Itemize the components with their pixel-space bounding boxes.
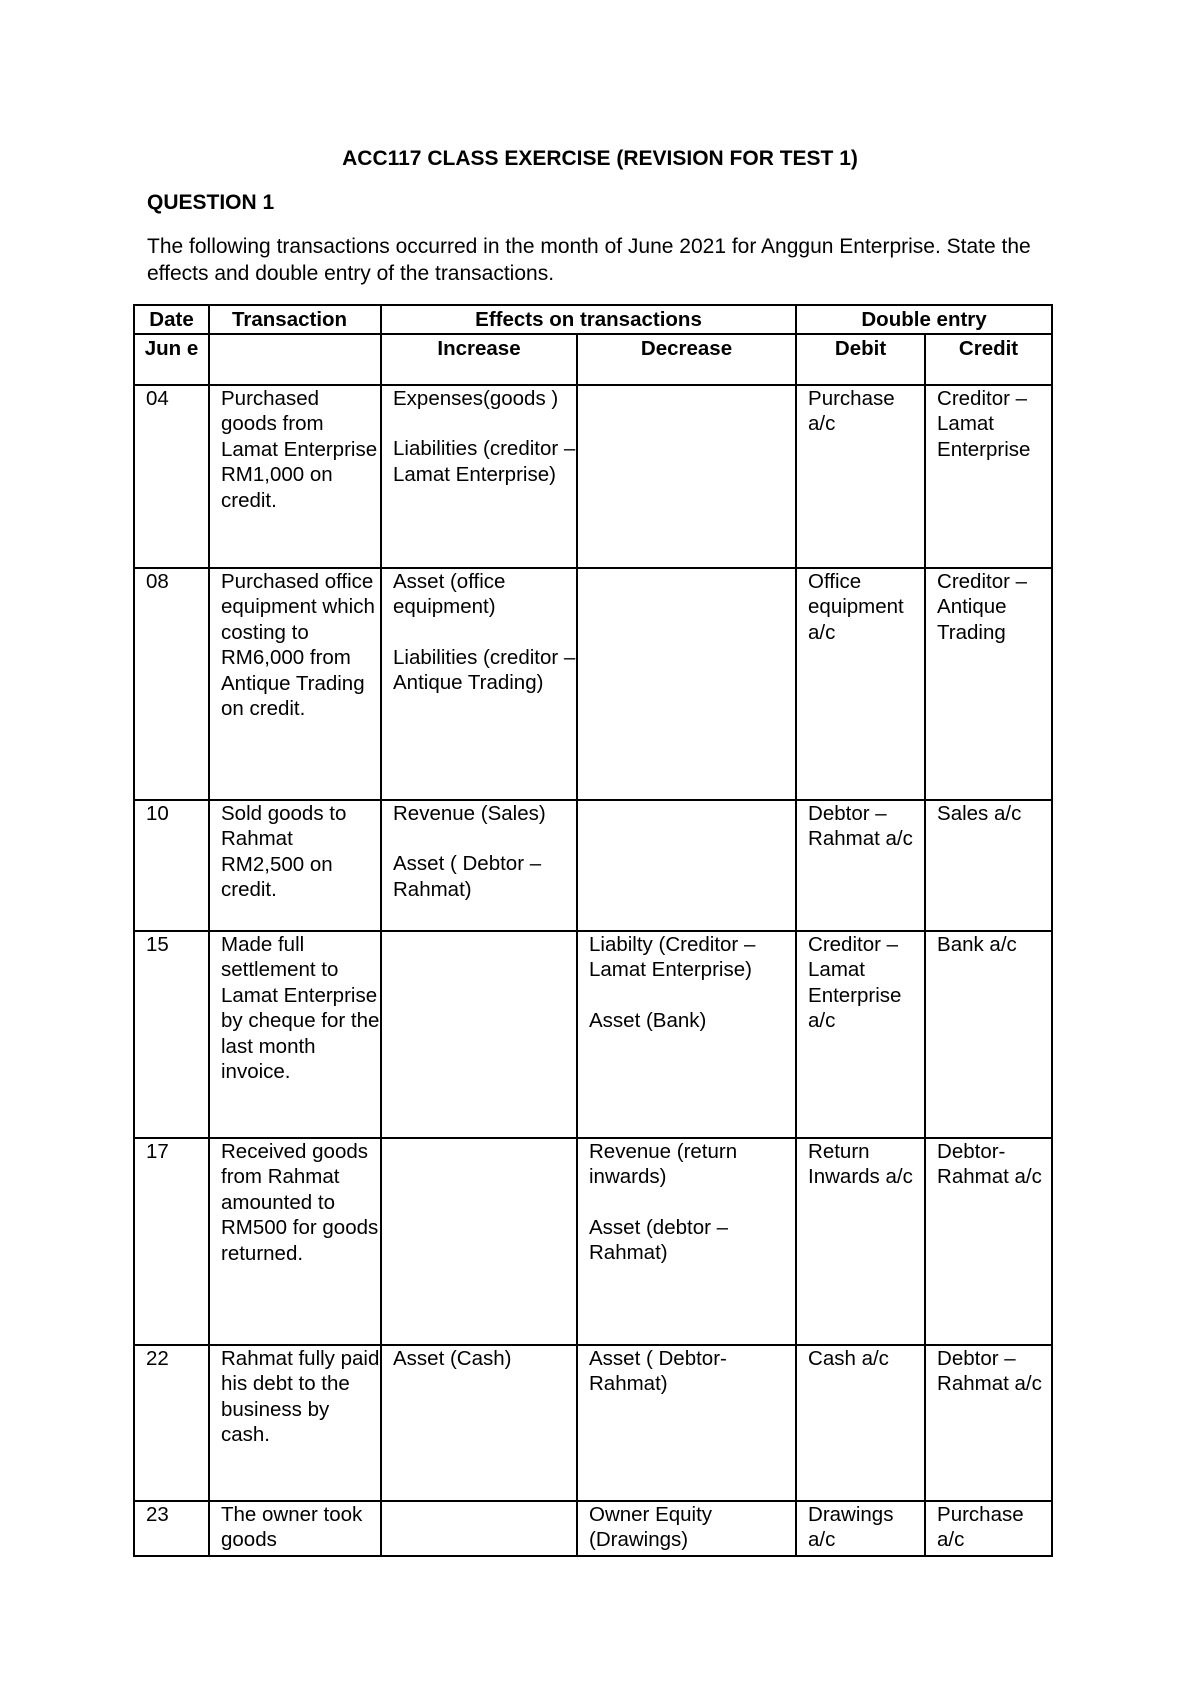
debit-cell: Return Inwards a/c	[796, 1138, 925, 1345]
page-title: ACC117 CLASS EXERCISE (REVISION FOR TEST 1)	[342, 147, 858, 170]
credit-cell: Creditor – Lamat Enterprise	[925, 385, 1052, 568]
date-cell: 08	[134, 568, 209, 800]
decrease-cell	[577, 568, 796, 800]
increase-effect: Liabilities (creditor – Lamat Enterprise)	[393, 437, 576, 486]
increase-cell	[381, 1138, 577, 1345]
decrease-effect: Owner Equity (Drawings)	[589, 1502, 713, 1551]
increase-cell	[381, 1501, 577, 1556]
decrease-cell	[577, 1501, 796, 1556]
transaction-cell: Rahmat fully paid his debt to the business by cash.	[209, 1345, 381, 1501]
table-row	[134, 1138, 1052, 1345]
increase-effect: Asset (Cash)	[393, 1346, 512, 1370]
debit-cell: Drawings a/c	[796, 1501, 925, 1556]
table-row	[134, 385, 1052, 568]
header-row-sub	[134, 334, 1052, 385]
increase-effect: Liabilities (creditor – Antique Trading)	[393, 645, 576, 694]
decrease-effect: Revenue (return inwards)	[589, 1139, 738, 1188]
decrease-cell	[577, 800, 796, 931]
debit-cell: Creditor – Lamat Enterprise a/c	[796, 931, 925, 1138]
increase-effect: Revenue (Sales)	[393, 801, 546, 825]
table-row	[134, 800, 1052, 931]
increase-effect: Asset (office equipment)	[393, 569, 506, 618]
debit-cell: Debtor – Rahmat a/c	[796, 800, 925, 931]
decrease-cell	[577, 1138, 796, 1345]
decrease-cell	[577, 931, 796, 1138]
transaction-cell: Purchased office equipment which costing to RM6,000 from Antique Trading on credit.	[209, 568, 381, 800]
header-month: Jun e	[134, 334, 209, 385]
date-cell: 04	[134, 385, 209, 568]
header-row-main	[134, 305, 1052, 334]
transactions-table	[133, 304, 1053, 1557]
header-blank	[209, 334, 381, 385]
header-debit: Debit	[796, 334, 925, 385]
debit-cell: Cash a/c	[796, 1345, 925, 1501]
credit-cell: Sales a/c	[925, 800, 1052, 931]
increase-cell	[381, 568, 577, 800]
credit-cell: Debtor – Rahmat a/c	[925, 1345, 1052, 1501]
decrease-effect: Asset (Bank)	[589, 1008, 707, 1032]
transaction-cell: Sold goods to Rahmat RM2,500 on credit.	[209, 800, 381, 931]
increase-effect: Expenses(goods )	[393, 386, 559, 410]
date-cell: 17	[134, 1138, 209, 1345]
table-row	[134, 568, 1052, 800]
increase-cell	[381, 385, 577, 568]
transaction-cell: The owner took goods	[209, 1501, 381, 1556]
question-heading: QUESTION 1	[147, 191, 275, 214]
date-cell: 10	[134, 800, 209, 931]
header-credit: Credit	[925, 334, 1052, 385]
decrease-effect: Asset (debtor – Rahmat)	[589, 1215, 729, 1264]
decrease-cell	[577, 385, 796, 568]
transaction-cell: Received goods from Rahmat amounted to RM500 for goods returned.	[209, 1138, 381, 1345]
debit-cell: Purchase a/c	[796, 385, 925, 568]
table-row	[134, 1345, 1052, 1501]
increase-cell	[381, 1345, 577, 1501]
credit-cell: Debtor- Rahmat a/c	[925, 1138, 1052, 1345]
header-date: Date	[134, 305, 209, 334]
header-increase: Increase	[381, 334, 577, 385]
decrease-effect: Liabilty (Creditor – Lamat Enterprise)	[589, 932, 756, 981]
date-cell: 23	[134, 1501, 209, 1556]
decrease-effect: Asset ( Debtor- Rahmat)	[589, 1346, 727, 1395]
increase-effect: Asset ( Debtor – Rahmat)	[393, 852, 542, 901]
transaction-cell: Purchased goods from Lamat Enterprise RM1,000 on credit.	[209, 385, 381, 568]
credit-cell: Creditor – Antique Trading	[925, 568, 1052, 800]
header-double-entry: Double entry	[796, 305, 1052, 334]
increase-cell	[381, 800, 577, 931]
date-cell: 22	[134, 1345, 209, 1501]
credit-cell: Bank a/c	[925, 931, 1052, 1138]
date-cell: 15	[134, 931, 209, 1138]
transaction-cell: Made full settlement to Lamat Enterprise by cheque for the last month invoice.	[209, 931, 381, 1138]
increase-cell	[381, 931, 577, 1138]
debit-cell: Office equipment a/c	[796, 568, 925, 800]
credit-cell: Purchase a/c	[925, 1501, 1052, 1556]
header-effects: Effects on transactions	[381, 305, 796, 334]
table-row	[134, 931, 1052, 1138]
table-row	[134, 1501, 1052, 1556]
header-transaction: Transaction	[209, 305, 381, 334]
header-decrease: Decrease	[577, 334, 796, 385]
decrease-cell	[577, 1345, 796, 1501]
intro-paragraph: The following transactions occurred in the month of June 2021 for Anggun Enterprise. State the effects and double entry of the transactions.	[147, 235, 1031, 285]
